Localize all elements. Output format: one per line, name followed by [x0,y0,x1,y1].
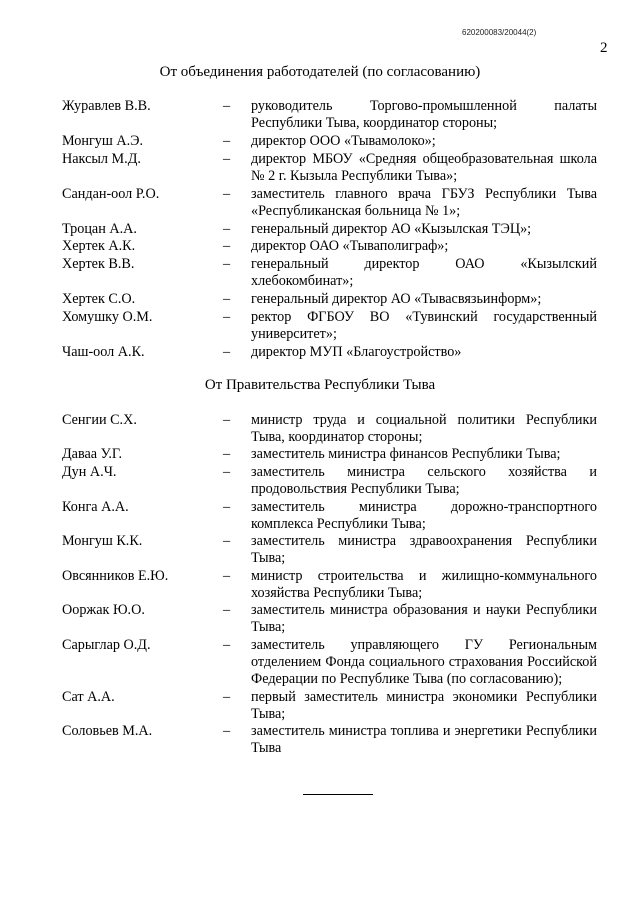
member-name: Наксыл М.Д. [62,151,141,167]
dash: – [223,256,231,272]
dash: – [223,464,231,480]
member-role: заместитель министра финансов Республики Тыва; [251,446,561,462]
member-role: министр строительства и жилищно-коммунального хозяйства Республики Тыва; [251,568,597,601]
member-role: генеральный директор АО «Кызылская ТЭЦ»; [251,221,532,237]
section-heading-government: От Правительства Республики Тыва [204,377,436,393]
member-role: генеральный директор ОАО «Кызылский хлебокомбинат»; [251,256,597,289]
member-role: заместитель главного врача ГБУЗ Республики Тыва «Республиканская больница № 1»; [251,186,597,219]
member-name: Овсянников Е.Ю. [62,568,169,584]
member-row [62,221,597,238]
member-name: Дун А.Ч. [62,464,117,480]
member-row [62,568,597,602]
member-row [62,446,597,463]
member-role: заместитель министра дорожно-транспортного комплекса Республики Тыва; [251,499,597,532]
member-name: Хертек А.К. [62,238,136,254]
member-name: Хомушку О.М. [62,309,153,325]
dash: – [223,412,231,428]
member-name: Хертек В.В. [62,256,135,272]
member-name: Монгуш А.Э. [62,133,144,149]
member-row [62,412,597,446]
member-row [62,637,597,688]
member-role: министр труда и социальной политики Республики Тыва, координатор стороны; [251,412,597,445]
dash: – [223,221,231,237]
dash: – [223,133,231,149]
member-role: директор МУП «Благоустройство» [251,344,462,360]
member-name: Троцан А.А. [62,221,137,237]
member-row [62,533,597,567]
dash: – [223,151,231,167]
member-name: Монгуш К.К. [62,533,143,549]
member-name: Соловьев М.А. [62,723,153,739]
member-name: Сенгии С.Х. [62,412,137,428]
member-row [62,133,597,150]
member-role: ректор ФГБОУ ВО «Тувинский государственный университет»; [251,309,597,342]
member-row [62,309,597,343]
member-role: директор ООО «Тывамолоко»; [251,133,436,149]
dash: – [223,689,231,705]
member-row [62,151,597,185]
member-row [62,344,597,361]
member-role: заместитель управляющего ГУ Региональным отделением Фонда социального страхования Российской Федерации по Республике Тыва (по согласованию); [251,637,597,687]
member-role: генеральный директор АО «Тывасвязьинформ»; [251,291,542,307]
section-heading-employers: От объединения работодателей (по согласованию) [159,64,481,80]
member-name: Чаш-оол А.К. [62,344,145,360]
member-name: Сандан-оол Р.О. [62,186,160,202]
member-role: заместитель министра топлива и энергетики Республики Тыва [251,723,597,756]
member-role: директор МБОУ «Средняя общеобразовательная школа № 2 г. Кызыла Республики Тыва»; [251,151,597,184]
member-row [62,464,597,498]
member-name: Конга А.А. [62,499,129,515]
dash: – [223,723,231,739]
member-name: Сарыглар О.Д. [62,637,151,653]
member-role: заместитель министра сельского хозяйства и продовольствия Республики Тыва; [251,464,597,497]
member-role: заместитель министра здравоохранения Республики Тыва; [251,533,597,566]
member-row [62,689,597,723]
member-row [62,256,597,290]
member-row [62,291,597,308]
dash: – [223,568,231,584]
dash: – [223,98,231,114]
member-row [62,723,597,757]
member-role: директор ОАО «Тываполиграф»; [251,238,449,254]
dash: – [223,291,231,307]
member-name: Хертек С.О. [62,291,136,307]
end-separator-line [303,794,373,795]
member-name: Сат А.А. [62,689,115,705]
dash: – [223,533,231,549]
dash: – [223,309,231,325]
member-name: Журавлев В.В. [62,98,151,114]
member-row [62,98,597,132]
dash: – [223,446,231,462]
member-role: заместитель министра образования и науки Республики Тыва; [251,602,597,635]
dash: – [223,602,231,618]
dash: – [223,499,231,515]
page-number: 2 [600,40,608,56]
document-id: 620200083/20044(2) [462,28,537,37]
member-row [62,602,597,636]
member-row [62,499,597,533]
member-row [62,238,597,255]
member-role: руководитель Торгово-промышленной палаты Республики Тыва, координатор стороны; [251,98,597,131]
dash: – [223,238,231,254]
dash: – [223,186,231,202]
member-name: Ооржак Ю.О. [62,602,145,618]
dash: – [223,637,231,653]
dash: – [223,344,231,360]
member-role: первый заместитель министра экономики Республики Тыва; [251,689,597,722]
member-name: Даваа У.Г. [62,446,123,462]
member-row [62,186,597,220]
